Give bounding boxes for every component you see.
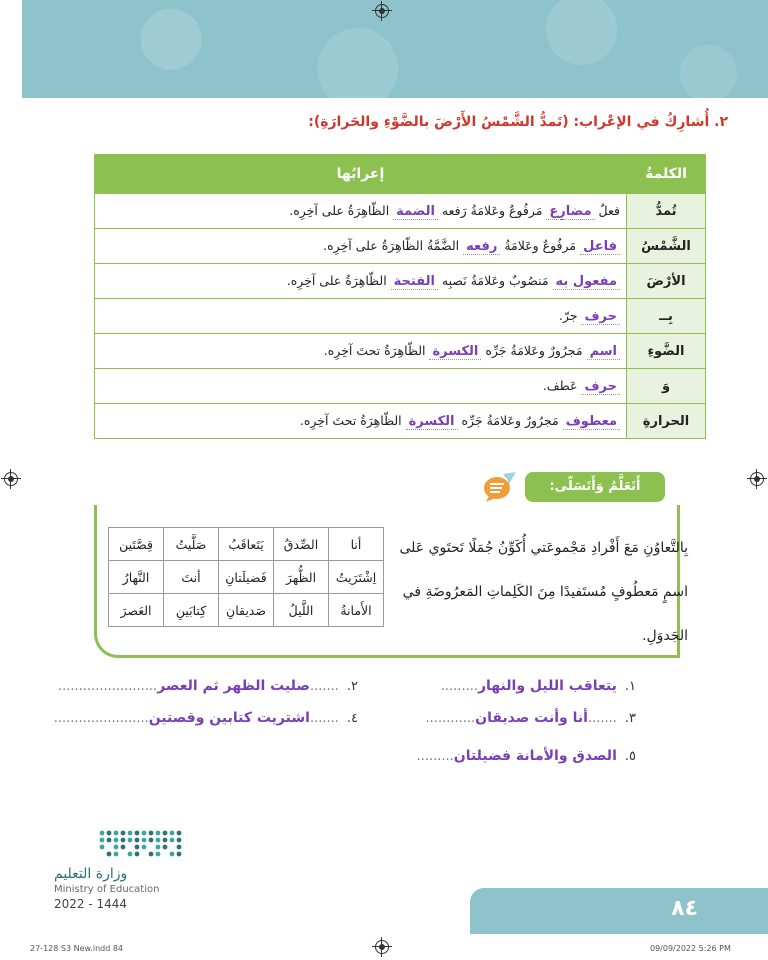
- answer-text: رفعه: [463, 239, 500, 255]
- grid-word: اِشْتَرَيتُ: [329, 561, 384, 594]
- prompt-text: مَرفُوعٌ وعَلامَةُ: [504, 238, 577, 253]
- page-number: ٨٤: [671, 896, 698, 921]
- grid-row: [109, 561, 384, 594]
- answer-text: الفتحة: [391, 274, 438, 290]
- row-word: وَ: [627, 369, 706, 404]
- table-row: [95, 264, 706, 299]
- footer-band: [470, 888, 768, 934]
- row-irab: [95, 369, 627, 404]
- grid-word: الصِّدقُ: [274, 528, 329, 561]
- grid-row: [109, 594, 384, 627]
- answer-text: اسم: [587, 344, 620, 360]
- row-word: الضَّوءِ: [627, 334, 706, 369]
- sentence-3: ٣........أنا وأنت صديقان............: [425, 710, 636, 726]
- table-row: [95, 194, 706, 229]
- prompt-text: الظّاهِرَةُ على آخِرِه.: [286, 273, 387, 288]
- sentence-5: ٥.الصدق والأمانة فضيلتان.........: [416, 748, 636, 764]
- row-irab: [95, 299, 627, 334]
- prompt-text: جرّ.: [558, 308, 578, 323]
- row-word: تُمدُّ: [627, 194, 706, 229]
- ministry-logo-icon: [98, 829, 184, 859]
- grid-word: يَتَعاقَبُ: [219, 528, 274, 561]
- exercise-title: ٢. أُشارِكُ في الإعْراب: (تَمدُّ الشَّمْسُ الأَرْضَ بالضَّوْءِ والحَرارَةِ):: [308, 114, 728, 130]
- prompt-text: الظّاهِرَةُ تحتَ آخِرِه.: [299, 413, 402, 428]
- row-word: الحرارةِ: [627, 404, 706, 439]
- prompt-text: فعلٌ: [598, 203, 620, 218]
- answer-text: حرف: [581, 309, 620, 325]
- row-irab: [95, 229, 627, 264]
- table-row: [95, 369, 706, 404]
- grid-row: [109, 528, 384, 561]
- word-grid: [108, 527, 384, 627]
- registration-mark-icon: [750, 472, 764, 486]
- header-word: الكلمةُ: [627, 155, 706, 194]
- answer-text: فاعل: [580, 239, 620, 255]
- row-irab: [95, 404, 627, 439]
- table-row: [95, 229, 706, 264]
- row-irab: [95, 194, 627, 229]
- grid-word: قِصَّتَين: [109, 528, 164, 561]
- header-banner: [22, 0, 768, 98]
- learn-and-enjoy-label: أَتَعَلَّمُ وَأَتَسَلّى:: [525, 472, 665, 502]
- print-slug-left: 27-128 S3 New.indd 84: [30, 944, 124, 953]
- activity-instruction: بِالتَّعاوُنِ مَعَ أَفْرادِ مَجْموعَتي أُكَوِّنُ جُمَلًا تَحتَوي عَلى اسمٍ مَعطُوفٍ مُستَفيدًا مِنَ الكَلِماتِ المَعرُوضَةِ في الجَدوَلِ.: [399, 540, 688, 644]
- registration-mark-icon: [375, 4, 389, 18]
- irab-table: [94, 154, 706, 439]
- table-row: [95, 404, 706, 439]
- prompt-text: مَرفُوعٌ وعَلامَةُ رَفعه: [441, 203, 543, 218]
- registration-mark-icon: [4, 472, 18, 486]
- grid-word: العَصرَ: [109, 594, 164, 627]
- answer-text: معطوف: [563, 414, 620, 430]
- grid-word: صَلَّيتُ: [164, 528, 219, 561]
- grid-word: النَّهارُ: [109, 561, 164, 594]
- answer-text: مفعول به: [553, 274, 620, 290]
- prompt-text: مَنصُوبٌ وعَلامَةُ نَصبِه: [441, 273, 549, 288]
- prompt-text: مَجرُورٌ وعَلامَةُ جَرِّه: [485, 343, 583, 358]
- answer-text: الكسرة: [406, 414, 458, 430]
- answer-text: مضارِع: [546, 204, 594, 220]
- sentence-2: ٢........صليت الظهر ثم العصر........................: [58, 678, 358, 694]
- grid-word: الأَمانةُ: [329, 594, 384, 627]
- grid-word: أنا: [329, 528, 384, 561]
- ministry-name-ar: وزارة التعليم: [54, 866, 128, 882]
- sentence-1: ١.يتعاقب الليل والنهار.........: [440, 678, 636, 694]
- prompt-text: عَطف.: [542, 378, 578, 393]
- row-word: الأرْضَ: [627, 264, 706, 299]
- sentence-4: ٤........اشتريت كتابين وقصتين.......................: [53, 710, 358, 726]
- prompt-text: الظّاهِرَةُ على آخِرِه.: [289, 203, 390, 218]
- grid-word: كِتابَينِ: [164, 594, 219, 627]
- speech-bubble-icon: [483, 470, 517, 504]
- row-word: الشَّمْسُ: [627, 229, 706, 264]
- registration-mark-icon: [375, 940, 389, 954]
- grid-word: أنتَ: [164, 561, 219, 594]
- answer-text: الكسرة: [429, 344, 481, 360]
- ministry-name-en: Ministry of Education: [54, 884, 160, 895]
- answer-text: الضمة: [393, 204, 438, 220]
- row-word: بِــ: [627, 299, 706, 334]
- print-slug-right: 09/09/2022 5:26 PM: [650, 944, 731, 953]
- row-irab: [95, 334, 627, 369]
- grid-word: فَضيلَتانِ: [219, 561, 274, 594]
- answer-text: حرف: [581, 379, 620, 395]
- header-irab: إعرابُها: [95, 155, 627, 194]
- grid-word: اللَّيلُ: [274, 594, 329, 627]
- grid-word: الظُّهرَ: [274, 561, 329, 594]
- prompt-text: الضَّمَّةُ الظّاهِرَةُ على آخِرِه.: [323, 238, 460, 253]
- prompt-text: مَجرُورٌ وعَلامَةُ جَرِّه: [461, 413, 559, 428]
- grid-word: صَديقانِ: [219, 594, 274, 627]
- table-row: [95, 299, 706, 334]
- edition-year: 2022 - 1444: [54, 897, 128, 911]
- table-row: [95, 334, 706, 369]
- row-irab: [95, 264, 627, 299]
- prompt-text: الظّاهِرَةُ تحتَ آخِرِه.: [323, 343, 426, 358]
